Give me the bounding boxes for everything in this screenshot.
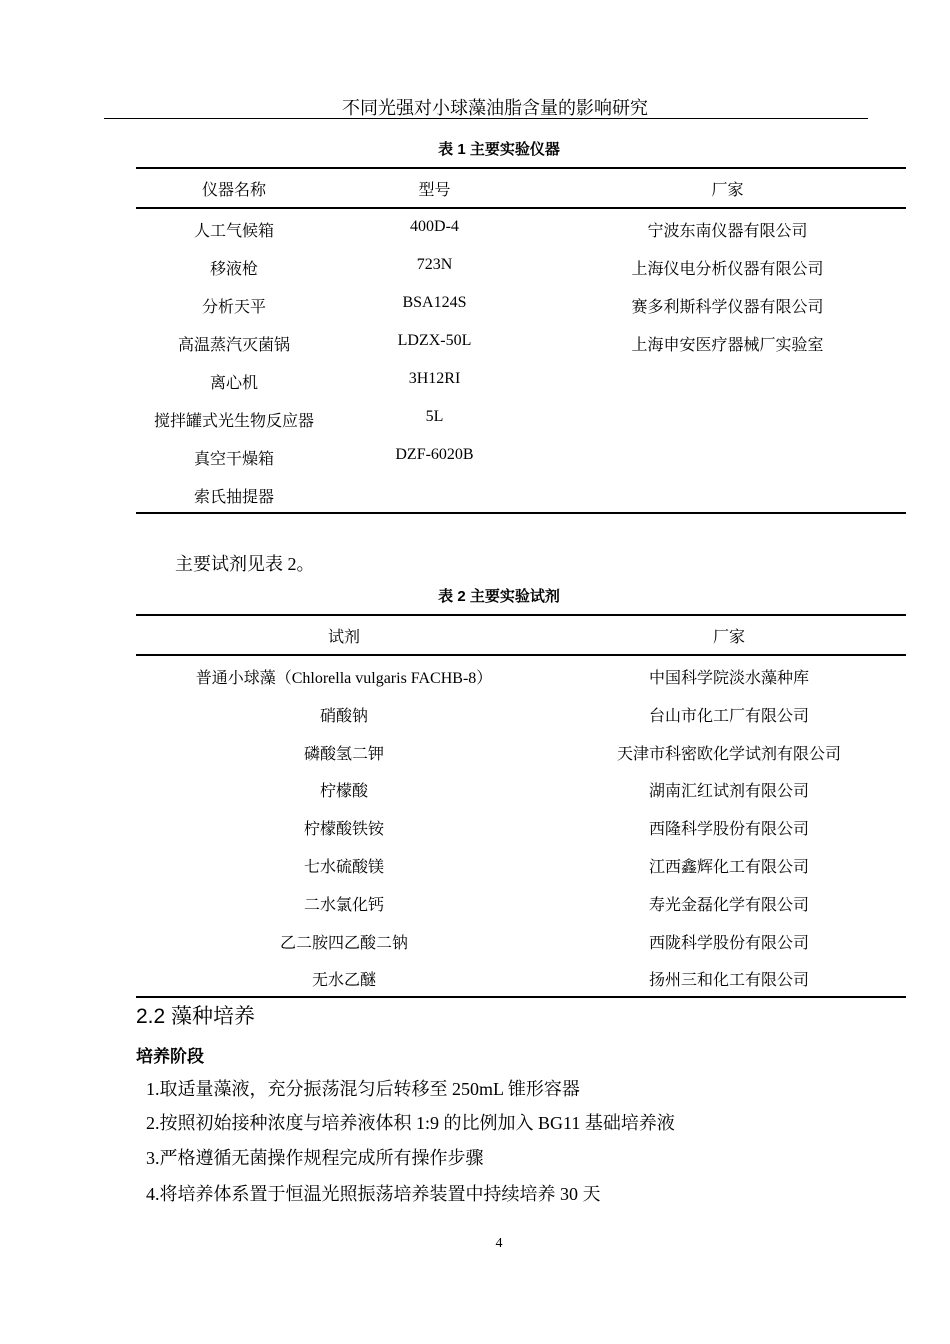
table1-cell: 离心机 <box>209 375 258 392</box>
step-item: 3.严格遵循无菌操作规程完成所有操作步骤 <box>146 1148 484 1168</box>
table1-cell: 人工气候箱 <box>193 223 274 240</box>
table2-cell: 磷酸氢二钾 <box>303 745 384 763</box>
table1-caption: 表 1 主要实验仪器 <box>438 141 560 158</box>
table1-cell: 上海仪电分析仪器有限公司 <box>631 261 824 278</box>
table1-cell: 分析天平 <box>201 299 266 316</box>
table1-cell: 3H12RI <box>408 370 461 387</box>
step-item: 4.将培养体系置于恒温光照振荡培养装置中持续培养 30 天 <box>146 1184 601 1204</box>
table2-cell: 柠檬酸 <box>319 783 368 801</box>
table1-col-model: 型号 <box>418 182 451 199</box>
table2-cell: 普通小球藻（Chlorella vulgaris FACHB-8） <box>195 670 493 687</box>
table1-cell: 真空干燥箱 <box>193 451 274 468</box>
table1-cell: 赛多利斯科学仪器有限公司 <box>631 299 824 316</box>
table2-cell: 扬州三和化工有限公司 <box>648 972 809 990</box>
table2-col-maker: 厂家 <box>712 629 745 646</box>
table2-cell: 二水氯化钙 <box>303 896 384 914</box>
table2-cell: 无水乙醚 <box>311 972 376 990</box>
table2-header-rule <box>136 654 906 656</box>
running-header: 不同光强对小球藻油脂含量的影响研究 <box>342 98 648 118</box>
table2-col-reagent: 试剂 <box>327 629 360 646</box>
table1-cell: 723N <box>416 256 453 273</box>
table1-cell: 400D-4 <box>410 218 459 235</box>
table2-cell: 西陇科学股份有限公司 <box>648 934 809 952</box>
table2-cell: 江西鑫辉化工有限公司 <box>648 859 809 876</box>
table1-cell: 索氏抽提器 <box>193 489 274 506</box>
table1-cell: 高温蒸汽灭菌锅 <box>177 337 290 354</box>
table1-cell: BSA124S <box>402 294 467 311</box>
table2-caption: 表 2 主要实验试剂 <box>438 588 560 605</box>
table1-col-name: 仪器名称 <box>201 182 266 199</box>
table2-cell: 寿光金磊化学有限公司 <box>648 896 809 914</box>
page-number: 4 <box>495 1236 503 1251</box>
table1-bottom-rule <box>136 512 906 514</box>
table2-cell: 柠檬酸铁铵 <box>303 821 384 839</box>
table2-cell: 硝酸钠 <box>319 707 368 725</box>
table2-top-rule <box>136 614 906 616</box>
table1-cell: 宁波东南仪器有限公司 <box>647 223 808 240</box>
step-item: 2.按照初始接种浓度与培养液体积 1:9 的比例加入 BG11 基础培养液 <box>146 1113 675 1133</box>
table1-cell: LDZX-50L <box>397 332 472 349</box>
table1-header-rule <box>136 207 906 209</box>
table1-cell: 上海申安医疗器械厂实验室 <box>631 337 824 354</box>
table2-cell: 七水硫酸镁 <box>303 859 384 876</box>
table2-cell: 乙二胺四乙酸二钠 <box>279 934 408 952</box>
table2-cell: 天津市科密欧化学试剂有限公司 <box>616 745 841 763</box>
table1-cell: DZF-6020B <box>395 446 474 463</box>
subsection-heading: 培养阶段 <box>136 1047 204 1066</box>
table1-top-rule <box>136 167 906 169</box>
table1-cell: 5L <box>425 408 444 425</box>
table2-bottom-rule <box>136 996 906 998</box>
table2-cell: 中国科学院淡水藻种库 <box>648 670 809 687</box>
table2-cell: 西隆科学股份有限公司 <box>648 821 809 839</box>
table2-cell: 台山市化工厂有限公司 <box>648 707 809 725</box>
intro-paragraph: 主要试剂见表 2。 <box>175 554 315 574</box>
section-heading: 2.2 藻种培养 <box>136 1005 256 1028</box>
header-rule <box>104 118 868 119</box>
step-item: 1.取适量藻液，充分振荡混匀后转移至 250mL 锥形容器 <box>146 1079 580 1099</box>
table1-cell: 移液枪 <box>209 261 258 278</box>
table1-cell: 搅拌罐式光生物反应器 <box>153 413 314 430</box>
table2-cell: 湖南汇红试剂有限公司 <box>648 783 809 801</box>
table1-col-maker: 厂家 <box>711 182 744 199</box>
